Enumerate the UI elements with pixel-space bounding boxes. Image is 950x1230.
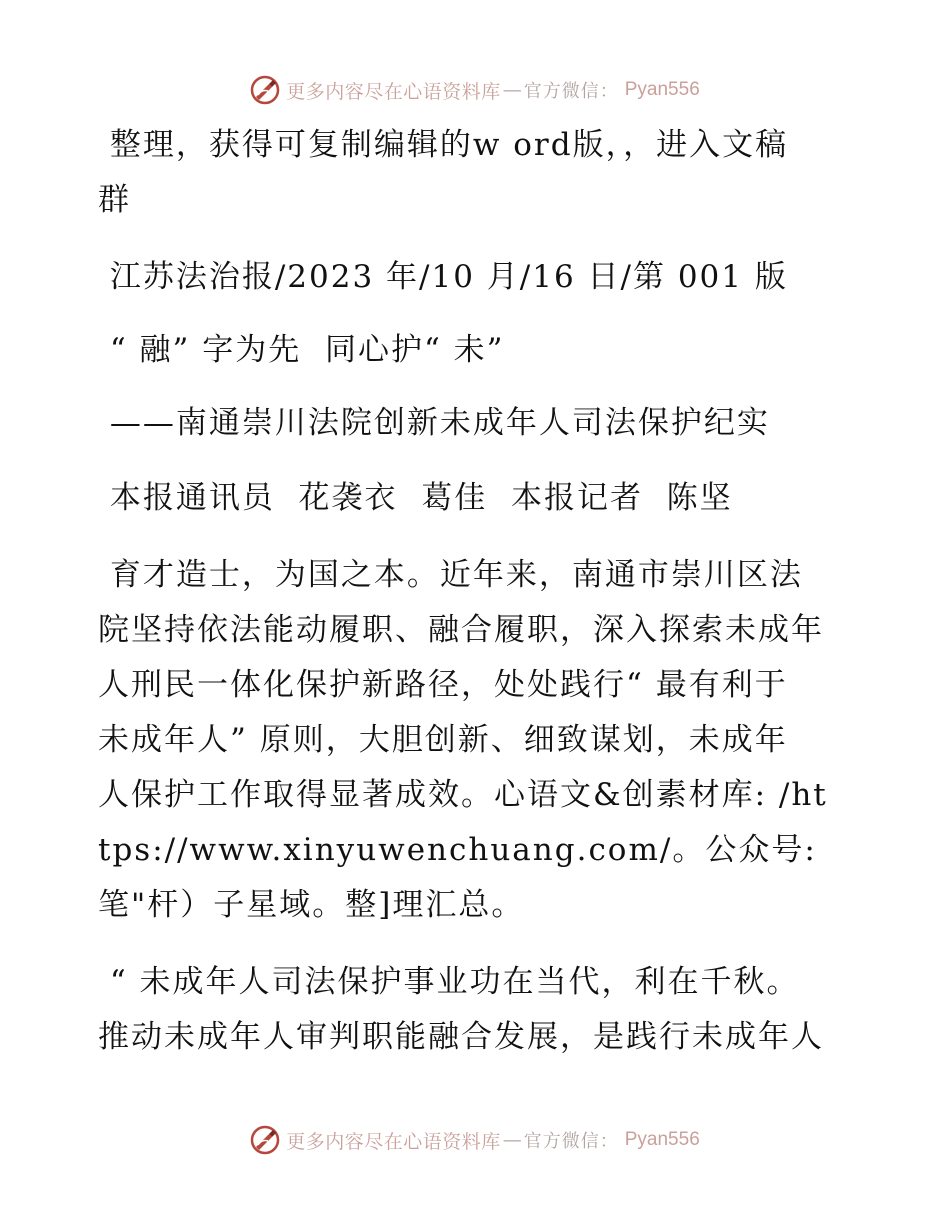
banner-slogan: 更多内容尽在心语资料库: [286, 80, 501, 103]
paragraph-line: 人刑民一体化保护新路径，处处践行“ 最有利于: [98, 667, 788, 703]
paragraph-line: 推动未成年人审判职能融合发展，是践行未成年人: [98, 1019, 824, 1055]
header-banner: [0, 70, 950, 110]
intro-line-2: 群: [98, 182, 131, 218]
paragraph-2: [98, 955, 858, 1065]
banner-wechat-id: Pyan556: [624, 79, 700, 100]
paragraph-line: 院坚持依法能动履职、融合履职，深入探索未成年: [98, 612, 824, 648]
paragraph-line: “ 未成年人司法保护事业功在当代，利在千秋。: [98, 964, 800, 1000]
paragraph-line: 未成年人” 原则，大胆创新、细致谋划，未成年: [98, 722, 788, 758]
paragraph-1: [98, 548, 858, 933]
article-title: “ 融” 字为先 同心护“ 未”: [98, 332, 505, 368]
source-line: 江苏法治报/2023 年/10 月/16 日/第 001 版: [98, 259, 788, 295]
pen-logo-icon: [250, 1125, 280, 1155]
banner-wechat-id: Pyan556: [624, 1129, 700, 1150]
document-body: [98, 118, 858, 1065]
footer-banner: [0, 1120, 950, 1160]
banner-dash: —: [502, 1129, 522, 1151]
pen-logo-icon: [250, 75, 280, 105]
banner-official-label: 官方微信：: [523, 1131, 619, 1152]
banner-official-label: 官方微信：: [523, 81, 619, 102]
paragraph-line: tps://www.xinyuwenchuang.com/。公众号:: [98, 832, 817, 868]
paragraph-line: 人保护工作取得显著成效。心语文&创素材库: /ht: [98, 777, 828, 813]
paragraph-line: 笔"杆）子星域。整]理汇总。: [98, 887, 525, 923]
banner-dash: —: [502, 79, 522, 101]
byline: 本报通讯员 花袭衣 葛佳 本报记者 陈坚: [98, 480, 733, 516]
banner-slogan: 更多内容尽在心语资料库: [286, 1130, 501, 1153]
intro-line-1: 整理，获得可复制编辑的w ord版，，进入文稿: [98, 127, 789, 163]
article-subtitle: ——南通崇川法院创新未成年人司法保护纪实: [98, 405, 770, 441]
paragraph-line: 育才造士，为国之本。近年来，南通市崇川区法: [98, 557, 803, 593]
